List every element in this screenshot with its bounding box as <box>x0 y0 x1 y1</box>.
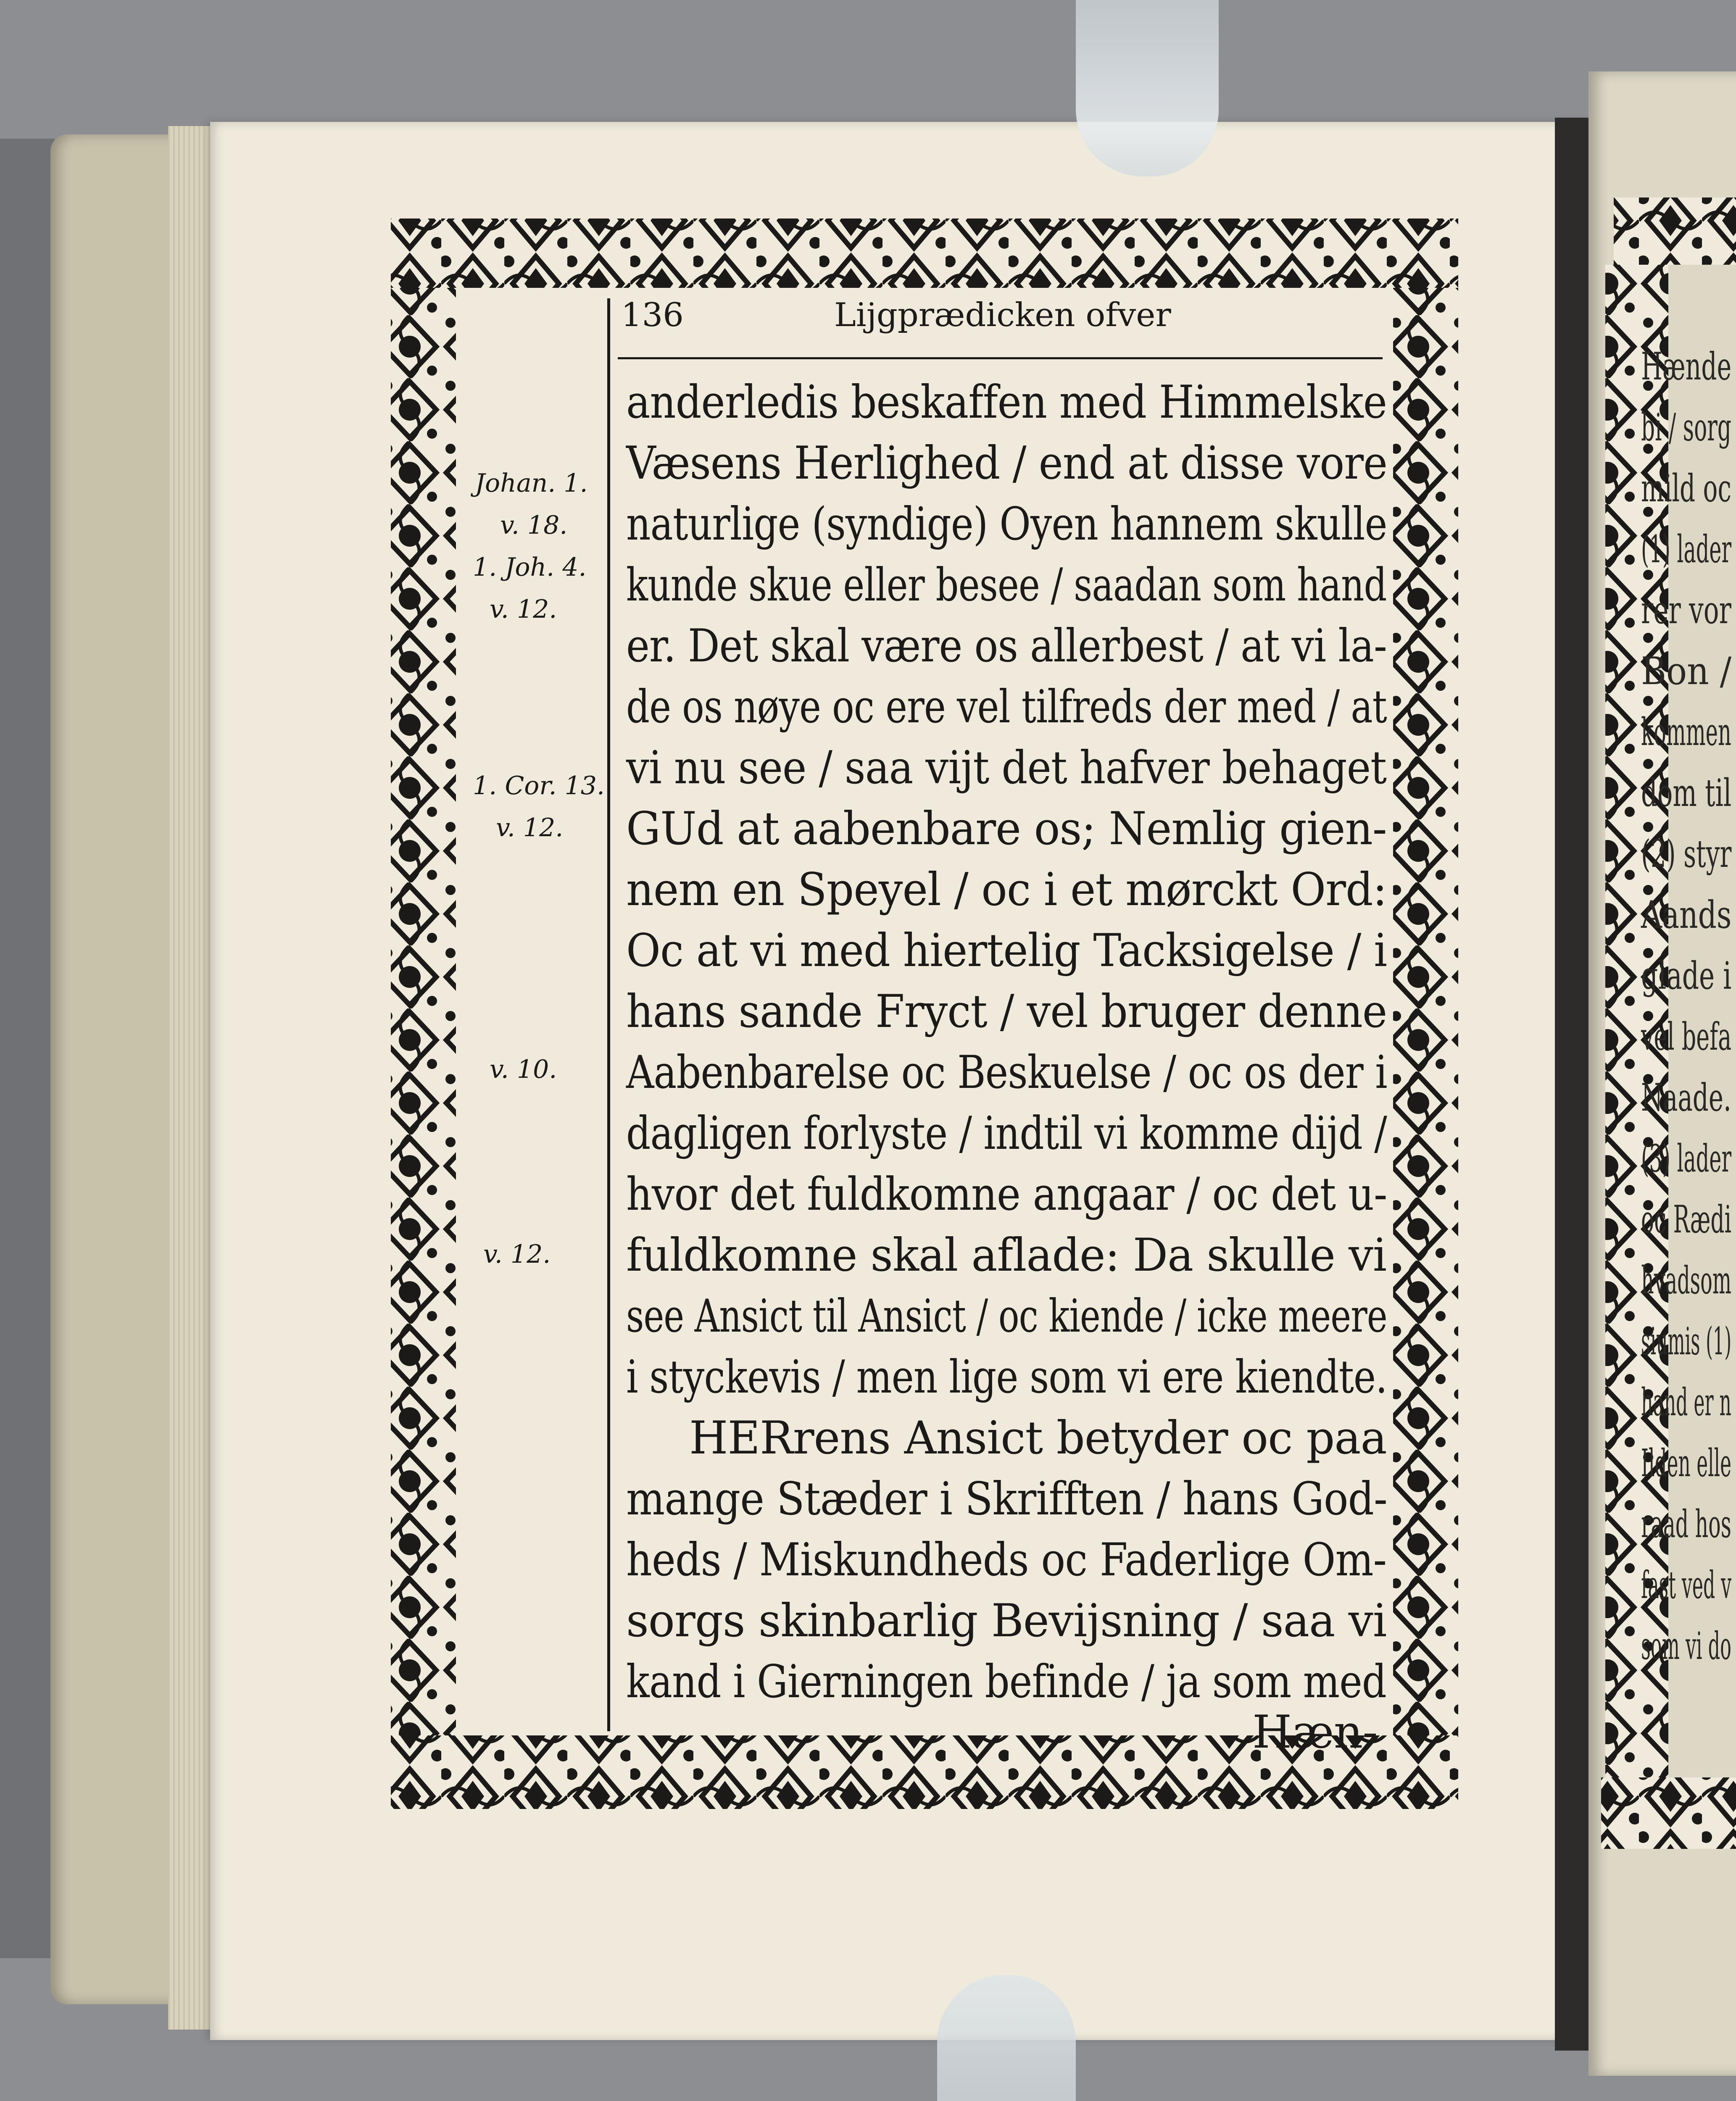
text-line: de os nøye oc ere vel tilfreds der med / at <box>626 681 1387 733</box>
marginal-note: v. 18. <box>500 511 568 540</box>
right-page-border-bottom <box>1601 1777 1736 1849</box>
catchword: Hæn- <box>1252 1706 1378 1759</box>
text-line: fuldkomne skal aflade: Da skulle vi <box>626 1229 1387 1282</box>
border-top <box>391 219 1458 288</box>
right-page-fragment: kommen <box>1641 710 1731 754</box>
right-page-fragment: Naade. <box>1641 1076 1731 1120</box>
text-line: anderledis beskaffen med Himmelske <box>626 376 1387 429</box>
right-page-fragment: Aands <box>1641 893 1732 937</box>
head-rule <box>618 357 1383 359</box>
right-page-fragment: Ilden elle <box>1641 1441 1732 1485</box>
marginal-note: 1. Joh. 4. <box>473 553 587 582</box>
text-line: naturlige (syndige) Oyen hannem skulle <box>626 498 1387 550</box>
marginal-note: v. 10. <box>490 1055 557 1084</box>
marginal-note: v. 12. <box>496 813 564 843</box>
right-page-fragment: bi / sorg <box>1641 405 1731 450</box>
text-line: see Ansict til Ansict / oc kiende / icke meere <box>626 1290 1387 1343</box>
right-page-fragment: rer vor <box>1641 588 1731 632</box>
text-line: i styckevis / men lige som vi ere kiendte. <box>626 1351 1387 1403</box>
right-page-fragment: raad hos <box>1641 1502 1731 1546</box>
page-number: 136 <box>621 296 684 334</box>
text-line: mange Stæder i Skrifften / hans God- <box>626 1473 1387 1525</box>
text-line: dagligen forlyste / indtil vi komme dijd / <box>626 1107 1387 1160</box>
right-page-fragment: glade i <box>1641 954 1732 998</box>
border-left <box>391 288 456 1735</box>
page-clip-top <box>1076 0 1219 176</box>
right-page-fragment: siumis (1) <box>1641 1319 1732 1364</box>
text-line: hvor det fuldkomne angaar / oc det u- <box>626 1168 1387 1221</box>
text-line: Aabenbarelse oc Beskuelse / oc os der i <box>626 1046 1387 1099</box>
text-line: GUd at aabenbare os; Nemlig gien- <box>626 803 1387 855</box>
marginal-note: 1. Cor. 13. <box>473 771 605 800</box>
right-page-fragment: fast ved v <box>1641 1563 1732 1607</box>
text-line: nem en Speyel / oc i et mørckt Ord: <box>626 864 1387 916</box>
right-page-fragment: Hænde <box>1641 345 1732 389</box>
right-page-fragment: oc Rædi <box>1641 1198 1732 1242</box>
marginal-note: v. 12. <box>483 1240 551 1269</box>
text-line: Væsens Herlighed / end at disse vore <box>626 437 1388 490</box>
text-line: Oc at vi med hiertelig Tacksigelse / i <box>626 924 1387 977</box>
right-page-fragment: (3) lader <box>1641 1137 1732 1181</box>
right-page-fragment: mild oc <box>1641 466 1731 511</box>
text-line: heds / Miskundheds oc Faderlige Om- <box>626 1534 1387 1586</box>
right-page-fragment: (2) styr <box>1641 832 1732 876</box>
right-page-border-top <box>1614 197 1736 265</box>
text-line: vi nu see / saa vijt det hafver behaget <box>626 742 1387 794</box>
marginal-note: Johan. 1. <box>475 469 588 498</box>
text-line: sorgs skinbarlig Bevijsning / saa vi <box>626 1595 1387 1647</box>
text-line: er. Det skal være os allerbest / at vi la- <box>626 620 1387 672</box>
text-line: hans sande Fryct / vel bruger denne <box>626 985 1387 1038</box>
text-line: kunde skue eller besee / saadan som hand <box>626 559 1387 611</box>
text-line: kand i Gierningen befinde / ja som med <box>626 1656 1386 1708</box>
right-page-fragment: hvadsom <box>1641 1258 1732 1303</box>
running-head: Lijgprædicken ofver <box>834 296 1171 334</box>
right-page-fragment: Bon / <box>1641 649 1732 693</box>
right-page-fragment: vel befa <box>1641 1015 1732 1059</box>
right-page-fragment: dom til <box>1641 771 1732 815</box>
page-clip-bottom <box>937 1975 1076 2101</box>
marginal-note: v. 12. <box>490 595 557 624</box>
right-page-fragment: som vi do <box>1641 1624 1732 1668</box>
text-line: HERrens Ansict betyder oc paa <box>689 1412 1387 1464</box>
right-page-fragment: hand er n <box>1641 1380 1731 1424</box>
column-rule <box>607 298 610 1731</box>
border-right <box>1393 288 1458 1735</box>
right-page-fragment: (1) lader <box>1641 527 1732 571</box>
